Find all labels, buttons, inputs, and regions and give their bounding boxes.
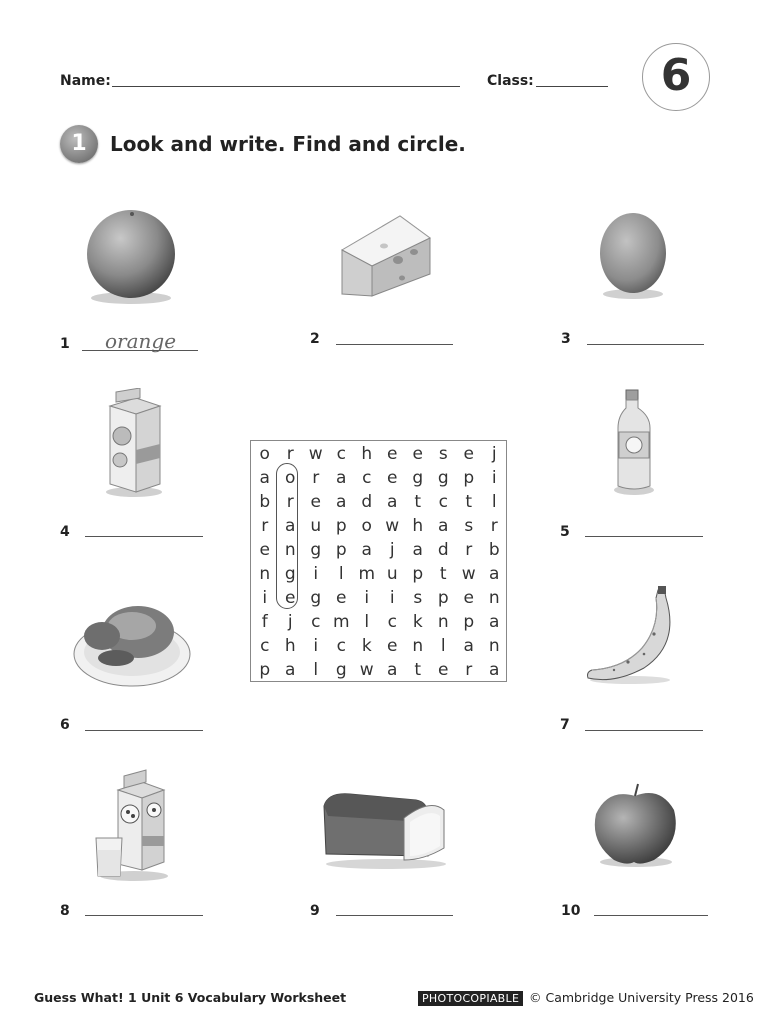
grid-letter[interactable]: e [336, 588, 347, 608]
grid-letter[interactable]: i [491, 468, 497, 488]
grid-letter[interactable]: i [389, 588, 395, 608]
grid-letter[interactable]: b [259, 492, 271, 512]
grid-letter[interactable]: p [335, 516, 347, 536]
grid-letter[interactable]: s [464, 516, 474, 536]
grid-letter[interactable]: a [412, 540, 423, 560]
grid-letter[interactable]: j [389, 540, 395, 560]
grid-letter[interactable]: i [313, 636, 319, 656]
grid-letter[interactable]: n [437, 612, 449, 632]
grid-letter[interactable]: e [463, 444, 474, 464]
grid-letter[interactable]: a [361, 540, 372, 560]
grid-letter[interactable]: a [438, 516, 449, 536]
juice-carton-icon [100, 388, 166, 500]
grid-letter[interactable]: a [489, 612, 500, 632]
grid-letter[interactable]: m [332, 612, 350, 632]
grid-letter[interactable]: a [387, 492, 398, 512]
grid-letter[interactable]: a [285, 660, 296, 680]
item-2-number: 2 [310, 331, 320, 347]
apple-icon [590, 780, 680, 870]
item-1-answer: orange [105, 329, 177, 353]
grid-letter[interactable]: e [259, 540, 270, 560]
water-bottle-icon [610, 388, 658, 498]
grid-letter[interactable]: a [336, 468, 347, 488]
item-1-answer-line[interactable] [82, 350, 198, 351]
grid-letter[interactable]: w [359, 660, 374, 680]
footer-title: Guess What! 1 Unit 6 Vocabulary Worksheet [34, 990, 347, 1005]
grid-letter[interactable]: e [310, 492, 321, 512]
grid-letter[interactable]: p [259, 660, 271, 680]
item-4-answer-line[interactable] [85, 536, 203, 537]
grid-letter[interactable]: k [412, 612, 423, 632]
grid-letter[interactable]: r [312, 468, 320, 488]
grid-letter[interactable]: i [262, 588, 268, 608]
grid-letter[interactable]: j [287, 612, 293, 632]
item-5-number: 5 [560, 524, 570, 540]
grid-letter[interactable]: t [465, 492, 473, 512]
grid-letter[interactable]: t [439, 564, 447, 584]
egg-icon [596, 208, 672, 302]
class-label: Class: [487, 73, 534, 89]
grid-letter[interactable]: a [489, 564, 500, 584]
item-3-number: 3 [561, 331, 571, 347]
grid-letter[interactable]: r [261, 516, 269, 536]
grid-letter[interactable]: n [412, 636, 424, 656]
activity-instruction: Look and write. Find and circle. [110, 132, 466, 156]
grid-letter[interactable]: j [491, 444, 497, 464]
grid-letter[interactable]: w [308, 444, 323, 464]
grid-letter[interactable]: d [437, 540, 449, 560]
roast-chicken-icon [72, 592, 194, 690]
grid-letter[interactable]: m [358, 564, 376, 584]
grid-letter[interactable]: s [438, 444, 448, 464]
grid-letter[interactable]: s [413, 588, 423, 608]
milk-carton-icon [94, 766, 170, 882]
grid-letter[interactable]: h [412, 516, 424, 536]
grid-letter[interactable]: a [336, 492, 347, 512]
grid-letter[interactable]: p [463, 468, 475, 488]
grid-letter[interactable]: e [412, 444, 423, 464]
item-7-number: 7 [560, 717, 570, 733]
grid-letter[interactable]: f [261, 612, 268, 632]
grid-letter[interactable]: c [311, 612, 321, 632]
grid-letter[interactable]: e [387, 444, 398, 464]
grid-letter[interactable]: p [463, 612, 475, 632]
grid-letter[interactable]: g [335, 660, 347, 680]
grid-letter[interactable]: t [414, 660, 422, 680]
grid-letter[interactable]: g [437, 468, 449, 488]
photocopiable-badge: PHOTOCOPIABLE [418, 991, 523, 1006]
grid-letter[interactable]: c [387, 612, 397, 632]
name-label: Name: [60, 73, 111, 89]
grid-letter[interactable]: k [361, 636, 372, 656]
copyright: © Cambridge University Press 2016 [529, 990, 754, 1005]
grid-letter[interactable]: w [461, 564, 476, 584]
grid-letter[interactable]: n [488, 636, 500, 656]
item-3-answer-line[interactable] [587, 344, 704, 345]
grid-letter[interactable]: n [284, 540, 296, 560]
grid-letter[interactable]: g [310, 588, 322, 608]
grid-letter[interactable]: n [259, 564, 271, 584]
item-8-number: 8 [60, 903, 70, 919]
grid-letter[interactable]: g [284, 564, 296, 584]
grid-letter[interactable]: r [465, 660, 473, 680]
grid-letter[interactable]: l [313, 660, 319, 680]
item-7-answer-line[interactable] [585, 730, 703, 731]
item-4-number: 4 [60, 524, 70, 540]
grid-letter[interactable]: i [313, 564, 319, 584]
grid-letter[interactable]: c [438, 492, 448, 512]
activity-number-badge [60, 125, 98, 163]
grid-letter[interactable]: e [463, 588, 474, 608]
grid-letter[interactable]: c [362, 468, 372, 488]
grid-letter[interactable]: e [387, 468, 398, 488]
grid-letter[interactable]: p [412, 564, 424, 584]
grid-letter[interactable]: r [286, 444, 294, 464]
grid-letter[interactable]: l [491, 492, 497, 512]
grid-letter[interactable]: h [361, 444, 373, 464]
grid-letter[interactable]: t [414, 492, 422, 512]
grid-letter[interactable]: a [463, 636, 474, 656]
unit-number-badge [642, 43, 710, 111]
grid-letter[interactable]: o [259, 444, 270, 464]
grid-letter[interactable]: p [437, 588, 449, 608]
item-10-number: 10 [561, 903, 581, 919]
grid-letter[interactable]: e [438, 660, 449, 680]
item-2-answer-line[interactable] [336, 344, 453, 345]
grid-letter[interactable]: e [387, 636, 398, 656]
grid-letter[interactable]: c [336, 444, 346, 464]
grid-letter[interactable]: n [488, 588, 500, 608]
grid-letter[interactable]: g [310, 540, 322, 560]
grid-letter[interactable]: w [385, 516, 400, 536]
banana-icon [584, 584, 676, 686]
grid-letter[interactable]: o [361, 516, 372, 536]
grid-letter[interactable]: a [285, 516, 296, 536]
activity-number: 1 [71, 131, 87, 156]
grid-letter[interactable]: r [286, 492, 294, 512]
grid-letter[interactable]: b [488, 540, 500, 560]
cheese-icon [338, 212, 436, 300]
class-field[interactable] [536, 86, 608, 87]
item-9-number: 9 [310, 903, 320, 919]
grid-letter[interactable]: l [338, 564, 344, 584]
grid-letter[interactable]: a [387, 660, 398, 680]
name-field[interactable] [112, 86, 460, 87]
grid-letter[interactable]: u [386, 564, 398, 584]
grid-letter[interactable]: r [465, 540, 473, 560]
grid-letter[interactable]: e [285, 588, 296, 608]
grid-letter[interactable]: l [440, 636, 446, 656]
item-8-answer-line[interactable] [85, 915, 203, 916]
grid-letter[interactable]: a [489, 660, 500, 680]
grid-letter[interactable]: l [364, 612, 370, 632]
bread-icon [320, 788, 450, 870]
grid-letter[interactable]: c [336, 636, 346, 656]
grid-letter[interactable]: u [310, 516, 322, 536]
item-9-answer-line[interactable] [336, 915, 453, 916]
grid-letter[interactable]: h [284, 636, 296, 656]
circled-word-orange [276, 463, 298, 609]
grid-letter[interactable]: a [259, 468, 270, 488]
grid-letter[interactable]: r [490, 516, 498, 536]
item-6-answer-line[interactable] [85, 730, 203, 731]
grid-letter[interactable]: c [260, 636, 270, 656]
grid-letter[interactable]: g [412, 468, 424, 488]
item-1-number: 1 [60, 336, 70, 352]
grid-letter[interactable]: d [361, 492, 373, 512]
orange-icon [82, 208, 182, 308]
item-5-answer-line[interactable] [585, 536, 703, 537]
item-10-answer-line[interactable] [594, 915, 708, 916]
grid-letter[interactable]: p [335, 540, 347, 560]
unit-number: 6 [660, 50, 692, 101]
item-6-number: 6 [60, 717, 70, 733]
grid-letter[interactable]: o [285, 468, 296, 488]
grid-letter[interactable]: i [364, 588, 370, 608]
